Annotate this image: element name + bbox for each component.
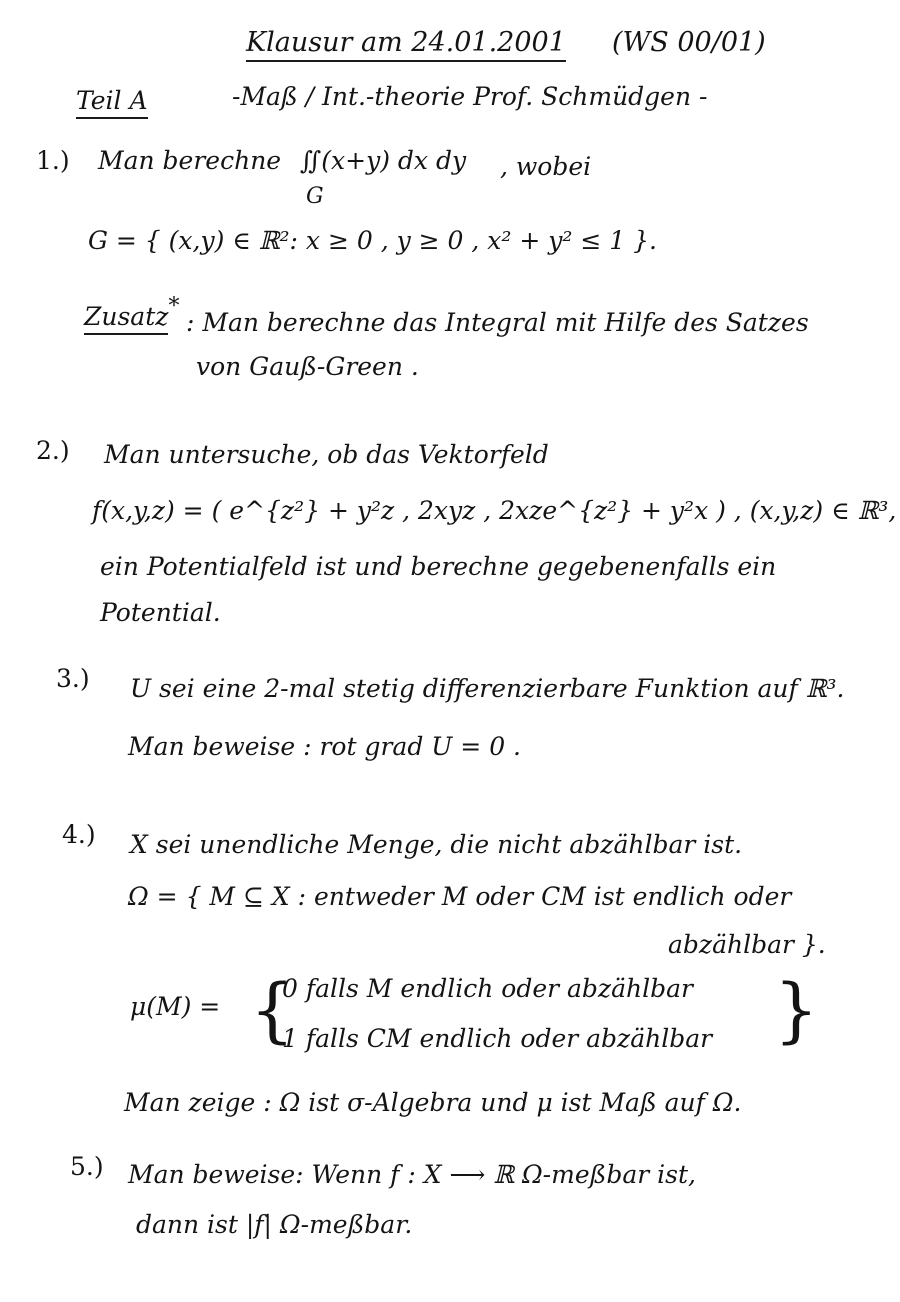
problem-2-line-4: Potential. bbox=[100, 598, 221, 627]
problem-1-domain-definition: G = { (x,y) ∈ ℝ²: x ≥ 0 , y ≥ 0 , x² + y² ≤ 1 }. bbox=[88, 226, 657, 255]
integral-domain: G bbox=[306, 184, 324, 209]
problem-3-number: 3.) bbox=[56, 664, 90, 693]
exam-title: Klausur am 24.01.2001 bbox=[246, 28, 566, 58]
mu-case-1: 0 falls M endlich oder abzählbar bbox=[282, 974, 693, 1003]
part-label: Teil A bbox=[76, 86, 148, 116]
problem-1-text: Man berechne bbox=[98, 146, 282, 175]
course-subtitle: -Maß / Int.-theorie Prof. Schmüdgen - bbox=[232, 82, 708, 111]
zusatz-label: Zusatz* bbox=[84, 292, 179, 332]
problem-5-line-2: dann ist |f| Ω-meßbar. bbox=[136, 1210, 413, 1239]
problem-3-line-1: U sei eine 2-mal stetig differenzierbare Funktion auf ℝ³. bbox=[130, 674, 845, 703]
left-brace: { bbox=[250, 969, 295, 1051]
problem-4-number: 4.) bbox=[62, 820, 96, 849]
problem-4-line-1: X sei unendliche Menge, die nicht abzählbar ist. bbox=[130, 830, 743, 859]
problem-1-integral: ∬(x+y) dx dy bbox=[300, 146, 467, 175]
problem-1-number: 1.) bbox=[36, 146, 70, 175]
problem-2-line-3: ein Potentialfeld ist und berechne gegebenenfalls ein bbox=[100, 552, 777, 581]
problem-2-number: 2.) bbox=[36, 436, 70, 465]
right-brace: } bbox=[774, 969, 819, 1051]
problem-4-sigma-definition: Ω = { M ⊆ X : entweder M oder CM ist endlich oder bbox=[128, 882, 792, 911]
problem-4-line-3: abzählbar }. bbox=[668, 930, 826, 959]
problem-3-line-2: Man beweise : rot grad U = 0 . bbox=[128, 732, 521, 761]
zusatz-text: : Man berechne das Integral mit Hilfe des Satzes bbox=[186, 308, 809, 337]
problem-5-line-1: Man beweise: Wenn f : X ⟶ ℝ Ω-meßbar ist, bbox=[128, 1160, 696, 1189]
problem-1-wobei: , wobei bbox=[500, 152, 592, 181]
mu-definition-lhs: μ(M) = bbox=[130, 992, 221, 1021]
problem-2-vector-field: f(x,y,z) = ( e^{z²} + y²z , 2xyz , 2xze^{z²} + y²x ) , (x,y,z) ∈ ℝ³, bbox=[92, 496, 897, 525]
mu-case-2: 1 falls CM endlich oder abzählbar bbox=[282, 1024, 713, 1053]
semester-label: (WS 00/01) bbox=[612, 27, 766, 58]
problem-4-show: Man zeige : Ω ist σ-Algebra und μ ist Maß auf Ω. bbox=[124, 1088, 742, 1117]
problem-2-line-1: Man untersuche, ob das Vektorfeld bbox=[104, 440, 549, 469]
zusatz-text-2: von Gauß-Green . bbox=[196, 352, 419, 381]
problem-5-number: 5.) bbox=[70, 1152, 104, 1181]
